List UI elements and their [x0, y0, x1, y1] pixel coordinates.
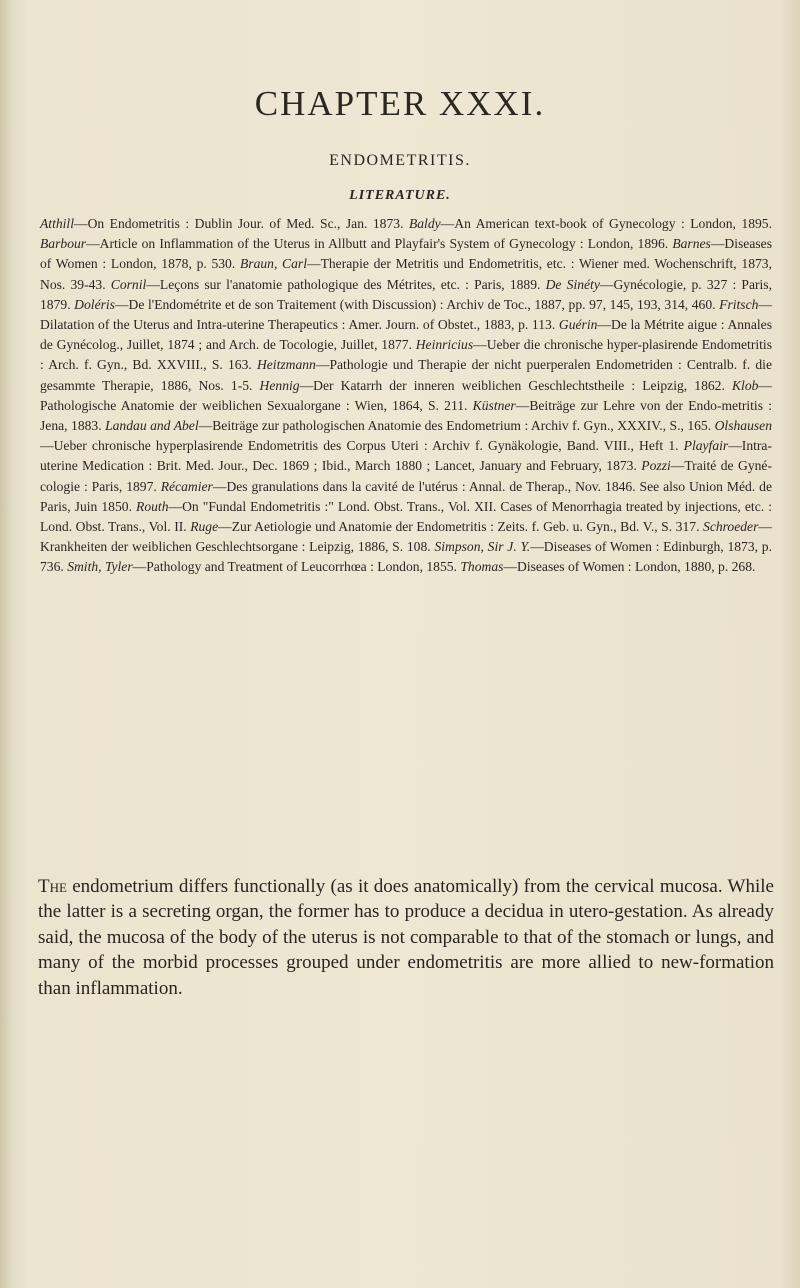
literature-entry-author: Récamier	[160, 478, 213, 494]
literature-entry-text: —Traité de Gyné-cologie : Paris, 1897.	[40, 458, 772, 494]
literature-entry-text: —Pathologische Anatomie der weiblichen Sexualorgane : Wien, 1864, S. 211.	[40, 377, 773, 413]
literature-heading: LITERATURE.	[349, 188, 451, 203]
literature-entry-text: —Pathologie und Therapie der nicht puerperalen Endometriden : Centralb. f. die gesammte Therapie, 1886, Nos. 1-5.	[40, 357, 772, 393]
literature-entry-text: —Zur Aetiologie und Anatomie der Endometritis : Zeits. f. Geb. u. Gyn., Bd. V., S. 317.	[218, 519, 704, 535]
literature-entry-text: —Beiträge zur pathologischen Anatomie des Endometrium : Archiv f. Gyn., XXXIV., S., 165.	[198, 418, 715, 434]
body-paragraph	[38, 874, 774, 1001]
literature-entry-author: Olshausen	[714, 418, 772, 434]
literature-entry-author: De Sinéty	[545, 276, 600, 292]
literature-entry-text: —Therapie der Metritis und Endometritis, etc. : Wiener med. Wochenschrift, 1873, Nos. 39-43.	[40, 256, 772, 292]
literature-entry	[105, 418, 715, 433]
literature-entry-author: Klob	[731, 377, 759, 393]
literature-entry-text: —Pathology and Treatment of Leucorrhœa : London, 1855.	[132, 559, 461, 575]
literature-entry	[74, 297, 719, 312]
literature-entry-text: —Ueber die chronische hyper-plasirende Endometritis : Arch. f. Gyn., Bd. XXVIII., S. 163.	[40, 337, 772, 373]
literature-entry-text: —De la Métrite aigue : Annales de Gynécolog., Juillet, 1874 ; and Arch. de Tocologie, Juillet, 1877.	[40, 317, 772, 353]
literature-entry	[111, 277, 546, 292]
literature-entry-author: Simpson, Sir J. Y.	[434, 539, 531, 555]
literature-entry-author: Doléris	[74, 296, 115, 312]
literature-entry-text: —On "Fundal Endometritis :" Lond. Obst. Trans., Vol. XII. Cases of Menorrhagia treated by injections, etc. : Lond. Obst. Trans., Vol. II.	[40, 498, 772, 535]
literature-entry-text: —Intra-uterine Medication : Brit. Med. Jour., Dec. 1869 ; Ibid., March 1880 ; Lancet, January and February, 1873.	[40, 438, 772, 474]
literature-entry-text: —Diseases of Women : London, 1878, p. 530.	[40, 236, 772, 272]
literature-entry-text: —Diseases of Women : Edinburgh, 1873, p. 736.	[40, 539, 773, 575]
literature-entry	[67, 559, 460, 574]
literature-entry-text: —De l'Endométrite et de son Traitement (with Discussion) : Archiv de Toc., 1887, pp. 97, 145, 193, 314, 460.	[114, 296, 720, 312]
literature-entry	[40, 236, 672, 251]
literature-entry-author: Heitzmann	[256, 357, 316, 373]
literature-entry-author: Cornil	[110, 276, 147, 292]
section-title: ENDOMETRITIS.	[329, 152, 471, 169]
literature-entry-author: Ruge	[190, 519, 219, 535]
literature-entry-text: —Ueber chronische hyperplasirende Endometritis des Corpus Uteri : Archiv f. Gynäkologie, Band. VIII., Heft 1.	[40, 438, 684, 454]
literature-list	[40, 214, 772, 578]
literature-entry-text: —Beiträge zur Lehre von der Endo-metritis : Jena, 1883.	[40, 397, 772, 434]
chapter-title: CHAPTER XXXI.	[254, 84, 546, 123]
literature-entry-author: Schroeder	[703, 519, 759, 535]
literature-entry-author: Braun, Carl	[239, 256, 307, 272]
literature-entry-author: Barbour	[40, 236, 87, 252]
body-paragraph-text: endometrium differs functionally (as it does anatomically) from the cervical mucosa. While the latter is a secreting organ, the former has to produce a decidua in utero-gestation. As already said, the mucosa of the body of the uterus is not comparable to that of the stomach or lungs, and many of the morbid processes grouped under endometritis are more allied to new-formation than inflammation.	[38, 876, 774, 999]
literature-entry-author: Smith, Tyler	[67, 559, 133, 575]
literature-entry-author: Thomas	[460, 559, 504, 575]
literature-entry-author: Fritsch	[719, 296, 759, 312]
literature-entry-text: —Des granulations dans la cavité de l'utérus : Annal. de Therap., Nov. 1846. See also Union Méd. de Paris, Juin 1850.	[40, 478, 772, 514]
literature-entry-text: —Gynécologie, p. 327 : Paris, 1879.	[40, 276, 772, 312]
literature-entry-text: —Dilatation of the Uterus and Intra-uterine Therapeutics : Amer. Journ. of Obstet., 1883, p. 113.	[40, 296, 773, 333]
literature-entry-text: —Leçons sur l'anatomie pathologique des Métrites, etc. : Paris, 1889.	[146, 276, 546, 292]
literature-entry-author: Playfair	[683, 438, 729, 454]
literature-entry-author: Hennig	[259, 377, 300, 393]
literature-entry	[190, 519, 703, 534]
literature-entry-text: —Diseases of Women : London, 1880, p. 268.	[503, 559, 756, 575]
literature-entry-author: Landau and Abel	[105, 418, 199, 434]
literature-entry-text: —On Endometritis : Dublin Jour. of Med. Sc., Jan. 1873.	[73, 216, 409, 231]
literature-entry-author: Baldy	[408, 216, 441, 231]
literature-entry	[40, 216, 409, 231]
literature-entry-author: Küstner	[472, 397, 516, 413]
literature-entry-author: Heinricius	[415, 337, 474, 353]
literature-entry-author: Barnes	[672, 236, 711, 252]
literature-entry-text: —Der Katarrh der inneren weiblichen Geschlechtstheile : Leipzig, 1862.	[299, 377, 732, 393]
literature-entry-author: Atthill	[40, 216, 74, 231]
literature-entry	[460, 559, 755, 574]
literature-entry	[260, 378, 732, 393]
body-lead-word: The	[38, 876, 67, 897]
literature-entry-text: —Article on Inflammation of the Uterus in Allbutt and Playfair's System of Gynecology : London, 1896.	[86, 236, 673, 252]
literature-entry	[409, 216, 772, 231]
literature-entry-author: Pozzi	[641, 458, 671, 474]
literature-entry-text: —Krankheiten der weiblichen Geschlechtsorgane : Leipzig, 1886, S. 108.	[40, 519, 772, 555]
literature-entry-text: —An American text-book of Gynecology : London, 1895.	[440, 216, 772, 231]
literature-entry-author: Guérin	[558, 317, 598, 333]
literature-entry-author: Routh	[136, 498, 169, 514]
